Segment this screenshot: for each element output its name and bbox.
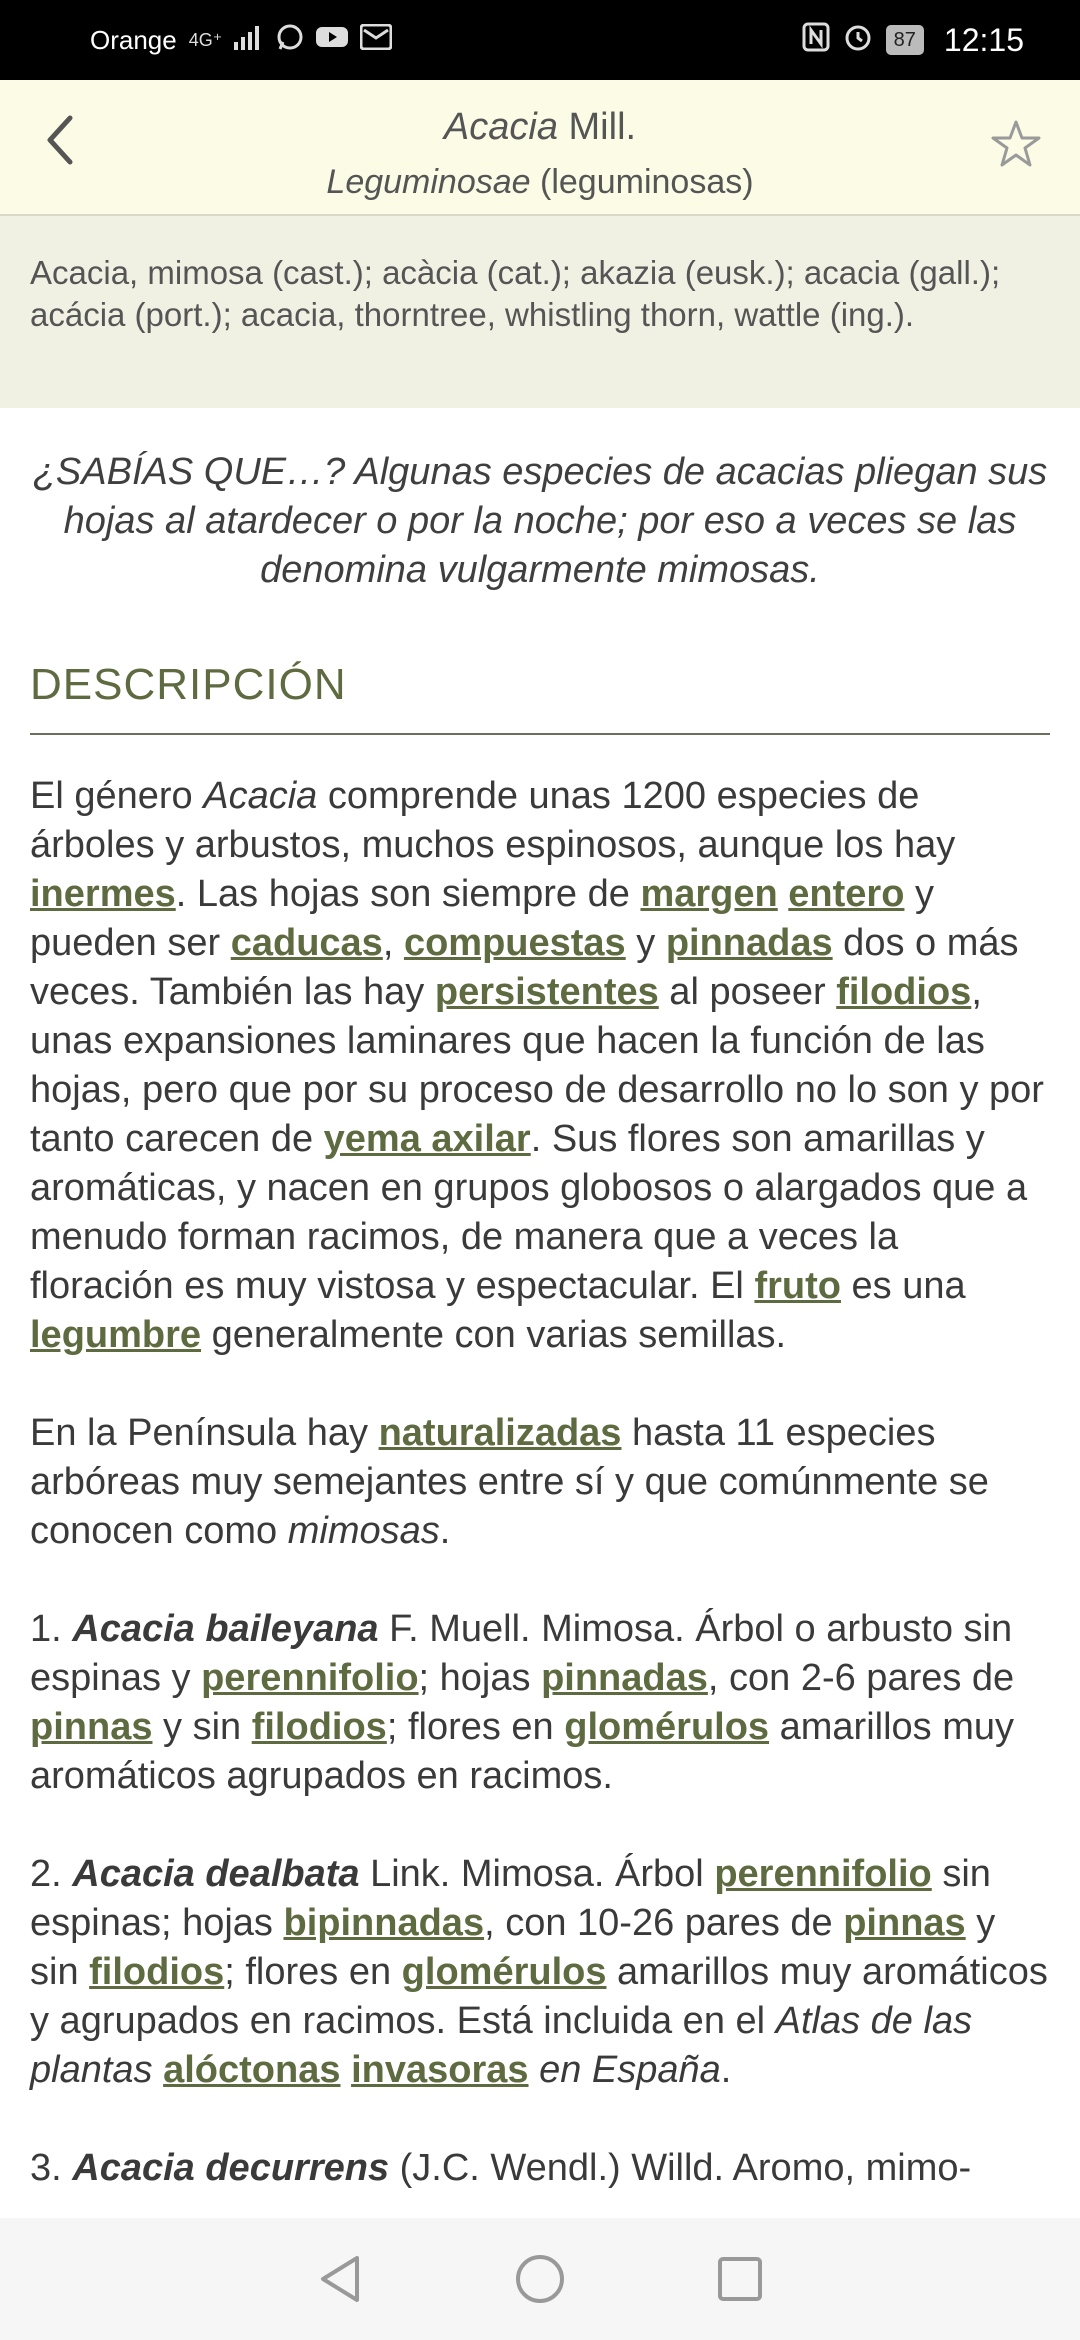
text: [153, 2049, 164, 2091]
glossary-link[interactable]: pinnas: [843, 1902, 966, 1944]
text: F. Muell. Mimosa. Árbol o arbusto sin espinas y: [30, 1608, 1013, 1699]
back-button[interactable]: [40, 110, 100, 180]
text: , con 10-26 pares de: [484, 1902, 844, 1944]
text: . Sus flores son amarillas y aromáticas, y nacen en grupos globosos o alargados que a menudo forman racimos, de manera que a veces la floración es muy vistosa y espectacular. El: [30, 1118, 1028, 1307]
text: El género: [30, 775, 204, 817]
text: es una: [840, 1265, 966, 1307]
italic-text: Atlas de las plantas: [30, 2000, 973, 2091]
italic-text: Acacia: [203, 775, 318, 817]
battery-level: 87: [886, 25, 924, 55]
triangle-back-icon: [315, 2252, 365, 2306]
glossary-link[interactable]: persistentes: [434, 971, 659, 1013]
glossary-link[interactable]: fruto: [754, 1265, 841, 1307]
page-title: [160, 106, 920, 149]
favorite-button[interactable]: [990, 118, 1042, 179]
system-nav-bar: [0, 2218, 1080, 2340]
text: al poseer: [658, 971, 837, 1013]
paragraph: [30, 772, 1050, 1360]
mail-icon: [360, 24, 392, 57]
text: (J.C. Wendl.) Willd. Aromo, mimo-: [389, 2147, 972, 2189]
glossary-link[interactable]: glomérulos: [564, 1706, 770, 1748]
text: ; hojas: [418, 1657, 542, 1699]
text: . Las hojas son siempre de: [175, 873, 641, 915]
text: amarillos muy aromáticos agrupados en racimos.: [30, 1706, 1015, 1797]
glossary-link[interactable]: inermes: [30, 873, 176, 915]
star-outline-icon: [990, 118, 1042, 170]
square-recents-icon: [715, 2254, 765, 2304]
glossary-link[interactable]: bipinnadas: [283, 1902, 485, 1944]
paragraph: [30, 1409, 1050, 1556]
signal-icon: [234, 24, 264, 57]
text: 2.: [30, 1853, 73, 1895]
glossary-link[interactable]: perennifolio: [201, 1657, 419, 1699]
text: hasta 11 especies arbóreas muy semejantes entre sí y que comúnmente se conocen como: [30, 1412, 989, 1552]
glossary-link[interactable]: filodios: [89, 1951, 225, 1993]
section-divider: [30, 733, 1050, 735]
nav-home-button[interactable]: [510, 2249, 570, 2309]
glossary-link[interactable]: legumbre: [30, 1314, 202, 1356]
glossary-link[interactable]: filodios: [251, 1706, 387, 1748]
glossary-link[interactable]: caducas: [230, 922, 383, 964]
italic-text: en España: [528, 2049, 721, 2091]
species-name: Acacia dealbata: [72, 1853, 360, 1895]
text: ; flores en: [386, 1706, 565, 1748]
glossary-link[interactable]: compuestas: [403, 922, 626, 964]
text: Link. Mimosa. Árbol: [359, 1853, 715, 1895]
glossary-link[interactable]: alóctonas: [163, 2049, 341, 2091]
header-titles: [160, 106, 920, 202]
did-you-know: ¿SABÍAS QUE…? Algunas especies de acacias pliegan sus hojas al atardecer o por la noche; por eso a veces se las denomina vulgarmente mimosas.: [32, 451, 1048, 591]
paragraph: [30, 1850, 1050, 2095]
glossary-link[interactable]: pinnadas: [665, 922, 833, 964]
text: y sin: [30, 1902, 996, 1993]
paragraph: [30, 2144, 1050, 2193]
text: 1.: [30, 1608, 73, 1650]
text: dos o más veces. También las hay: [30, 922, 1019, 1013]
genus-author: Mill.: [557, 106, 637, 148]
text: y pueden ser: [30, 873, 934, 964]
glossary-link[interactable]: invasoras: [351, 2049, 529, 2091]
text: ; flores en: [224, 1951, 402, 1993]
status-bar: [0, 0, 1080, 80]
status-right: [802, 21, 1024, 60]
app-header: [0, 80, 1080, 216]
glossary-link[interactable]: entero: [788, 873, 905, 915]
text: .: [439, 1510, 451, 1552]
text: .: [720, 2049, 732, 2091]
text: sin espinas; hojas: [30, 1853, 991, 1944]
species-name: Acacia decurrens: [72, 2147, 390, 2189]
text: [778, 873, 789, 915]
text: comprende unas 1200 especies de árboles y arbustos, muchos espinosos, aunque los hay: [30, 775, 956, 866]
nav-back-button[interactable]: [310, 2249, 370, 2309]
nfc-icon: [802, 22, 830, 59]
glossary-link[interactable]: glomérulos: [401, 1951, 607, 1993]
italic-text: mimosas: [287, 1510, 440, 1552]
family-name: Leguminosae: [326, 163, 531, 201]
glossary-link[interactable]: pinnadas: [541, 1657, 708, 1699]
text: 3.: [30, 2147, 73, 2189]
family-common-name: (leguminosas): [530, 163, 754, 201]
text: y: [625, 922, 666, 964]
section-title-description: DESCRIPCIÓN: [30, 660, 347, 709]
description-body: [30, 772, 1050, 2242]
text: amarillos muy aromáticos y agrupados en racimos. Está incluida en el: [30, 1951, 1048, 2042]
text: generalmente con varias semillas.: [201, 1314, 787, 1356]
text: , con 2-6 pares de: [707, 1657, 1015, 1699]
status-left: [90, 23, 392, 58]
paragraph: [30, 1605, 1050, 1801]
common-names: Acacia, mimosa (cast.); acàcia (cat.); akazia (eusk.); acacia (gall.); acácia (port.); acacia, thorntree, whistling thorn, wattle (ing.).: [0, 216, 1080, 408]
alarm-icon: [842, 21, 874, 60]
glossary-link[interactable]: filodios: [836, 971, 972, 1013]
carrier-label: Orange: [90, 24, 177, 55]
youtube-icon: [316, 25, 348, 56]
genus-name: Acacia: [443, 106, 558, 148]
text: [341, 2049, 352, 2091]
chevron-left-icon: [40, 110, 80, 170]
page-subtitle: [160, 163, 920, 202]
network-type-label: 4G⁺: [188, 29, 223, 50]
text: , unas expansiones laminares que hacen la función de las hojas, pero que por su proceso de desarrollo no lo son y por tanto carecen de: [30, 971, 1044, 1160]
glossary-link[interactable]: yema axilar: [323, 1118, 531, 1160]
circle-home-icon: [513, 2252, 567, 2306]
nav-recents-button[interactable]: [710, 2249, 770, 2309]
whatsapp-icon: [276, 23, 304, 58]
text: En la Península hay: [30, 1412, 379, 1454]
text: y sin: [152, 1706, 252, 1748]
glossary-link[interactable]: pinnas: [30, 1706, 153, 1748]
glossary-link[interactable]: naturalizadas: [378, 1412, 622, 1454]
text: ,: [382, 922, 404, 964]
glossary-link[interactable]: margen: [640, 873, 778, 915]
clock: 12:15: [943, 21, 1024, 58]
species-name: Acacia baileyana: [72, 1608, 379, 1650]
glossary-link[interactable]: perennifolio: [714, 1853, 932, 1895]
